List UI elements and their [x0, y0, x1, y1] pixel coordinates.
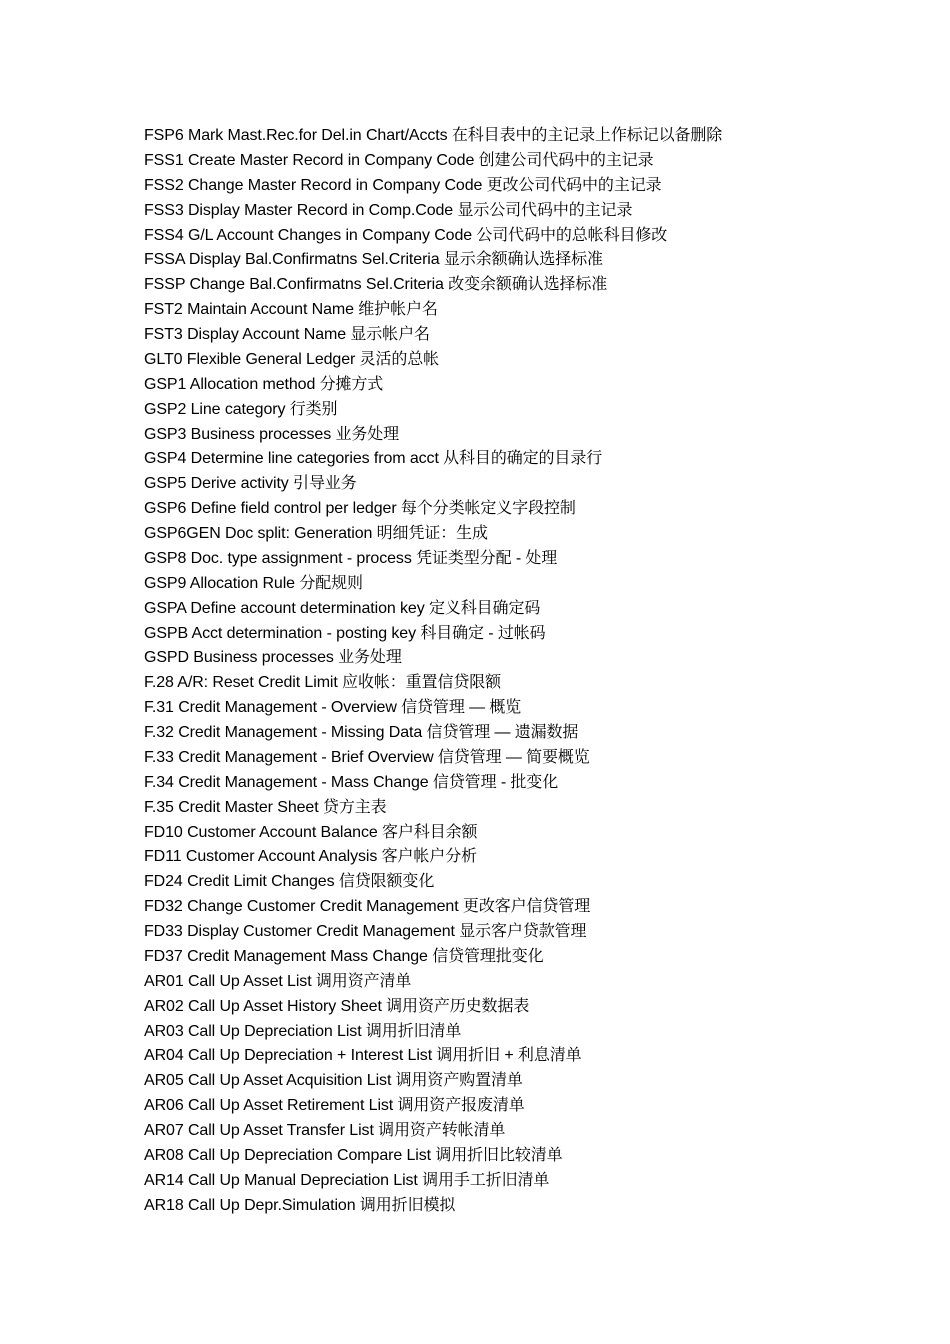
list-item: AR05 Call Up Asset Acquisition List 调用资产购置清单: [144, 1072, 523, 1090]
list-item: FSS1 Create Master Record in Company Code 创建公司代码中的主记录: [144, 151, 654, 169]
list-item: FSSP Change Bal.Confirmatns Sel.Criteria 改变余额确认选择标准: [144, 276, 608, 294]
list-item: AR14 Call Up Manual Depreciation List 调用手工折旧清单: [144, 1171, 550, 1189]
list-item: GSP6 Define field control per ledger 每个分类帐定义字段控制: [144, 500, 576, 518]
list-item: GSP3 Business processes 业务处理: [144, 425, 400, 443]
list-item: F.34 Credit Management - Mass Change 信贷管理 - 批变化: [144, 773, 559, 791]
list-item: AR01 Call Up Asset List 调用资产清单: [144, 972, 412, 990]
list-item: GSP5 Derive activity 引导业务: [144, 475, 357, 493]
list-item: FD24 Credit Limit Changes 信贷限额变化: [144, 873, 435, 891]
transaction-code-list: [144, 124, 924, 1219]
list-item: F.28 A/R: Reset Credit Limit 应收帐：重置信贷限额: [144, 674, 502, 692]
list-item: FST2 Maintain Account Name 维护帐户名: [144, 301, 438, 319]
list-item: AR07 Call Up Asset Transfer List 调用资产转帐清单: [144, 1122, 506, 1139]
list-item: FD32 Change Customer Credit Management 更改客户信贷管理: [144, 898, 591, 916]
list-item: AR18 Call Up Depr.Simulation 调用折旧模拟: [144, 1196, 456, 1214]
list-item: GSPD Business processes 业务处理: [144, 649, 402, 667]
list-item: AR08 Call Up Depreciation Compare List 调用折旧比较清单: [144, 1146, 563, 1164]
list-item: F.33 Credit Management - Brief Overview 信贷管理 — 简要概览: [144, 748, 590, 766]
list-item: FD10 Customer Account Balance 客户科目余额: [144, 823, 478, 841]
list-item: GSP6GEN Doc split: Generation 明细凭证：生成: [144, 525, 488, 542]
list-item: GLT0 Flexible General Ledger 灵活的总帐: [144, 350, 440, 368]
list-item: AR02 Call Up Asset History Sheet 调用资产历史数据表: [144, 997, 530, 1015]
list-item: AR03 Call Up Depreciation List 调用折旧清单: [144, 1022, 462, 1040]
list-item: GSP2 Line category 行类别: [144, 400, 338, 418]
list-item: F.35 Credit Master Sheet 贷方主表: [144, 798, 387, 816]
list-item: F.31 Credit Management - Overview 信贷管理 — 概览: [144, 699, 522, 717]
list-item: FD37 Credit Management Mass Change 信贷管理批变化: [144, 947, 544, 965]
list-item: FSP6 Mark Mast.Rec.for Del.in Chart/Accts 在科目表中的主记录上作标记以备删除: [144, 127, 723, 144]
list-item: FSSA Display Bal.Confirmatns Sel.Criteria 显示余额确认选择标准: [144, 251, 603, 269]
list-item: GSP4 Determine line categories from acct 从科目的确定的目录行: [144, 450, 603, 468]
list-item: FSS2 Change Master Record in Company Code 更改公司代码中的主记录: [144, 176, 662, 194]
list-item: GSP8 Doc. type assignment - process 凭证类型分配 - 处理: [144, 549, 558, 567]
list-item: AR06 Call Up Asset Retirement List 调用资产报废清单: [144, 1097, 525, 1115]
list-item: FST3 Display Account Name 显示帐户名: [144, 326, 430, 343]
list-item: GSPB Acct determination - posting key 科目确定 - 过帐码: [144, 624, 546, 642]
list-item: GSPA Define account determination key 定义科目确定码: [144, 599, 541, 617]
list-item: GSP1 Allocation method 分摊方式: [144, 375, 384, 393]
list-item: GSP9 Allocation Rule 分配规则: [144, 574, 363, 592]
list-item: FSS3 Display Master Record in Comp.Code 显示公司代码中的主记录: [144, 201, 633, 219]
list-item: AR04 Call Up Depreciation + Interest List 调用折旧 + 利息清单: [144, 1047, 582, 1065]
list-item: FD11 Customer Account Analysis 客户帐户分析: [144, 848, 477, 866]
list-item: F.32 Credit Management - Missing Data 信贷管理 — 遗漏数据: [144, 724, 579, 741]
list-item: FSS4 G/L Account Changes in Company Code 公司代码中的总帐科目修改: [144, 226, 668, 244]
list-item: FD33 Display Customer Credit Management 显示客户贷款管理: [144, 923, 587, 940]
